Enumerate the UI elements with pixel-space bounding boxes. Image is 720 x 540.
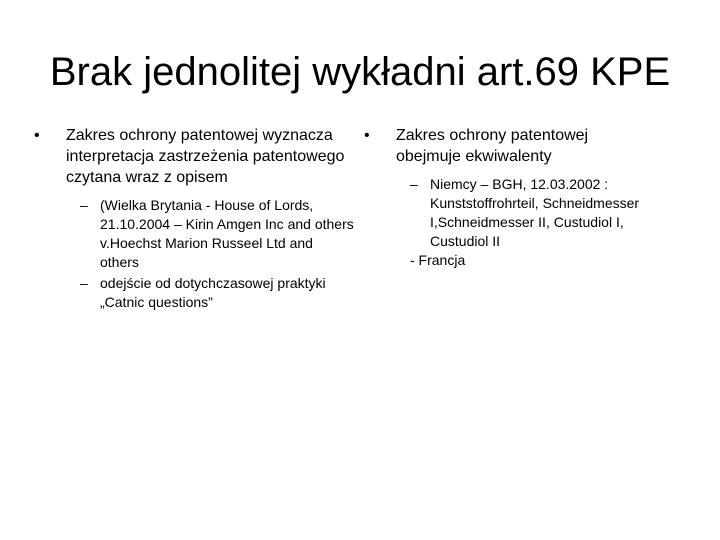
right-column (360, 125, 690, 270)
bullet-marker: • (364, 127, 370, 144)
right-sub-item (410, 175, 690, 251)
bullet-marker: • (34, 127, 40, 144)
left-sub-item (80, 196, 360, 272)
left-bullet (30, 125, 360, 188)
right-extra-line: - Francja (410, 252, 466, 268)
left-bullet-text: Zakres ochrony patentowej wyznacza interpretacja zastrzeżenia patentowego czytana wraz z opisem (66, 127, 345, 186)
sub-dash: – (410, 176, 418, 192)
right-bullet-text: Zakres ochrony patentowej obejmuje ekwiwalenty (396, 127, 589, 165)
sub-dash: – (80, 275, 88, 291)
right-sub-item-text: Niemcy – BGH, 12.03.2002 : Kunststoffrohrteil, Schneidmesser I,Schneidmesser II, Custudiol I, Custudiol II (430, 176, 640, 249)
left-column (30, 125, 360, 312)
left-sub-item (80, 274, 360, 312)
slide-title: Brak jednolitej wykładni art.69 KPE (49, 50, 671, 94)
left-sub-list (30, 196, 360, 312)
sub-dash: – (80, 197, 88, 213)
left-sub-item-text: odejście od dotychczasowej praktyki „Catnic questions” (100, 275, 326, 310)
right-bullet (360, 125, 690, 167)
left-sub-item-text: (Wielka Brytania - House of Lords, 21.10.2004 – Kirin Amgen Inc and others v.Hoechst Marion Russeel Ltd and others (100, 197, 354, 270)
right-sub-list (360, 175, 690, 270)
